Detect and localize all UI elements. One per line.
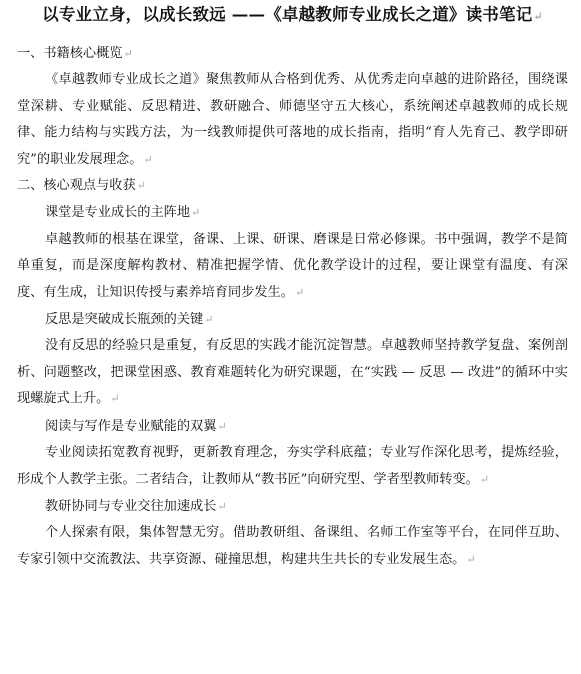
paragraph-mark-icon: ↵	[110, 392, 120, 406]
paragraph-mark-icon: ↵	[466, 552, 476, 566]
section-heading-overview: 一、书籍核心概览↵	[17, 46, 133, 61]
paragraph-mark-icon: ↵	[123, 47, 133, 60]
point-title-classroom: 课堂是专业成长的主阵地↵	[45, 205, 201, 221]
paragraph-mark-icon: ↵	[217, 419, 227, 433]
section-heading-key-points: 二、核心观点与收获↵	[17, 178, 146, 194]
document-title: 以专业立身，以成长致远 ——《卓越教师专业成长之道》读书笔记↵	[42, 5, 543, 24]
point-title-reading-writing: 阅读与写作是专业赋能的双翼↵	[45, 418, 227, 434]
paragraph-mark-icon: ↵	[294, 285, 305, 299]
overview-paragraph: 《卓越教师专业成长之道》聚焦教师从合格到优秀、从优秀走向卓越的进阶路径，围绕课堂深耕、专业赋能、反思精进、教研融合、师德坚守五大核心，系统阐述卓越教师的成长规律、能力结构与实践方法，为一线教师提供可落地的成长指南，指明“育人先育己、教学即研究”的职业发展理念。↵	[17, 72, 568, 167]
paragraph-mark-icon: ↵	[217, 499, 227, 513]
paragraph-mark-icon: ↵	[533, 10, 543, 23]
paragraph-mark-icon: ↵	[136, 179, 146, 193]
paragraph-mark-icon: ↵	[143, 152, 153, 166]
point-body-collaboration: 个人探索有限，集体智慧无穷。借助教研组、备课组、名师工作室等平台，在同伴互助、专家引领中交流教法、共享资源、碰撞思想，构建共生共长的专业发展生态。↵	[17, 525, 568, 567]
paragraph-mark-icon: ↵	[204, 313, 214, 327]
point-title-collaboration: 教研协同与专业交往加速成长↵	[45, 498, 227, 514]
point-body-classroom: 卓越教师的根基在课堂，备课、上课、研课、磨课是日常必修课。书中强调，教学不是简单重复，而是深度解构教材、精准把握学情、优化教学设计的过程，要让课堂有温度、有深度、有生成，让知识传授与素养培育同步发生。↵	[17, 231, 568, 300]
point-body-reflection: 没有反思的经验只是重复，有反思的实践才能沉淀智慧。卓越教师坚持教学复盘、案例剖析、问题整改，把课堂困惑、教育难题转化为研究课题，在“实践 — 反思 — 改进”的循环中实现螺旋式上升。↵	[17, 338, 568, 407]
point-body-reading-writing: 专业阅读拓宽教育视野，更新教育理念，夯实学科底蕴；专业写作深化思考，提炼经验，形成个人教学主张。二者结合，让教师从“教书匠”向研究型、学者型教师转变。↵	[17, 445, 568, 487]
paragraph-mark-icon: ↵	[191, 206, 201, 220]
point-title-reflection: 反思是突破成长瓶颈的关键↵	[45, 312, 214, 328]
paragraph-mark-icon: ↵	[479, 472, 490, 486]
